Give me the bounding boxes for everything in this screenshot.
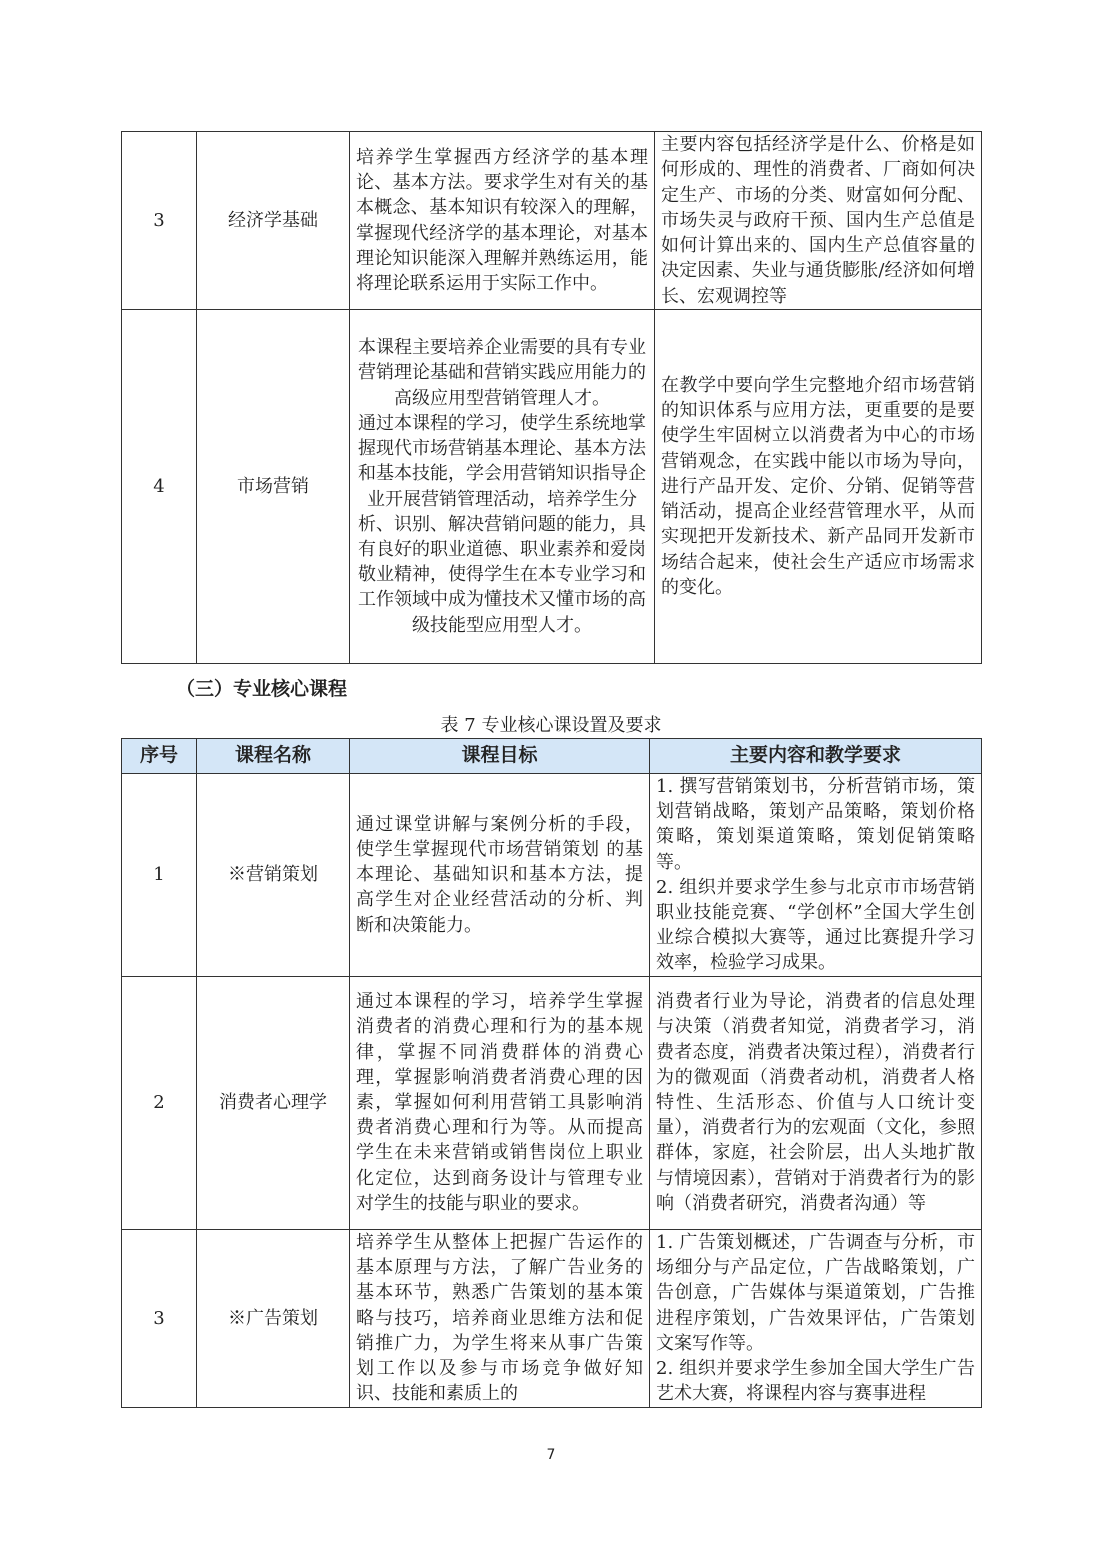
course-goal: 通过课堂讲解与案例分析的手段，使学生掌握现代市场营销策划 的基本理论、基础知识和基本方法，提高学生对企业经营活动的分析、判断和决策能力。 <box>350 774 650 977</box>
course-name: ※广告策划 <box>197 1229 350 1407</box>
course-content: 1. 撰写营销策划书，分析营销市场，策划营销战略，策划产品策略，策划价格策略，策划渠道策略，策划促销策略等。 2. 组织并要求学生参与北京市市场营销职业技能竞赛、“学创杯”全国大学生创业综合模拟大赛等，通过比赛提升学习效率，检验学习成果。 <box>650 774 982 977</box>
previous-course-table <box>121 131 982 664</box>
course-content: 1. 广告策划概述，广告调查与分析，市场细分与产品定位，广告战略策划，广告创意，广告媒体与渠道策划，广告推进程序策划，广告效果评估，广告策划文案写作等。 2. 组织并要求学生参加全国大学生广告艺术大赛，将课程内容与赛事进程 <box>650 1229 982 1407</box>
row-number: 3 <box>122 1229 197 1407</box>
table-header-row <box>122 739 982 774</box>
course-goal: 培养学生掌握西方经济学的基本理论、基本方法。要求学生对有关的基本概念、基本知识有较深入的理解，掌握现代经济学的基本理论，对基本理论知识能深入理解并熟练运用，能将理论联系运用于实际工作中。 <box>350 132 655 310</box>
core-course-table <box>121 738 982 1408</box>
course-name: 消费者心理学 <box>197 976 350 1229</box>
row-number: 1 <box>122 774 197 977</box>
table-caption: 表 7 专业核心课设置及要求 <box>440 715 662 736</box>
row-number: 3 <box>122 132 197 310</box>
section-heading: （三）专业核心课程 <box>176 678 348 700</box>
table-row <box>122 976 982 1229</box>
course-name: 市场营销 <box>197 310 350 664</box>
table-row <box>122 1229 982 1407</box>
header-content: 主要内容和教学要求 <box>650 739 982 774</box>
course-content: 消费者行业为导论，消费者的信息处理与决策（消费者知觉，消费者学习，消费者态度，消费者决策过程），消费者行为的微观面（消费者动机，消费者人格特性、生活形态、价值与人口统计变量），消费者行为的宏观面（文化，参照群体，家庭，社会阶层，出人头地扩散与情境因素），营销对于消费者行为的影响（消费者研究，消费者沟通）等 <box>650 976 982 1229</box>
table-row <box>122 310 982 664</box>
course-name: 经济学基础 <box>197 132 350 310</box>
course-content: 在教学中要向学生完整地介绍市场营销的知识体系与应用方法，更重要的是要使学生牢固树立以消费者为中心的市场营销观念，在实践中能以市场为导向，进行产品开发、定价、分销、促销等营销活动，提高企业经营管理水平，从而实现把开发新技术、新产品同开发新市场结合起来，使社会生产适应市场需求的变化。 <box>655 310 982 664</box>
course-goal: 通过本课程的学习，培养学生掌握消费者的消费心理和行为的基本规律，掌握不同消费群体的消费心理，掌握影响消费者消费心理的因素，掌握如何利用营销工具影响消费者消费心理和行为等。从而提高学生在未来营销或销售岗位上职业化定位，达到商务设计与管理专业对学生的技能与职业的要求。 <box>350 976 650 1229</box>
header-course-goal: 课程目标 <box>350 739 650 774</box>
header-number: 序号 <box>122 739 197 774</box>
row-number: 2 <box>122 976 197 1229</box>
table-row <box>122 132 982 310</box>
table-row <box>122 774 982 977</box>
course-goal: 本课程主要培养企业需要的具有专业营销理论基础和营销实践应用能力的高级应用型营销管理人才。 通过本课程的学习，使学生系统地掌握现代市场营销基本理论、基本方法和基本技能，学会用营销知识指导企业开展营销管理活动，培养学生分析、识别、解决营销问题的能力，具有良好的职业道德、职业素养和爱岗敬业精神，使得学生在本专业学习和工作领域中成为懂技术又懂市场的高级技能型应用型人才。 <box>350 310 655 664</box>
course-content: 主要内容包括经济学是什么、价格是如何形成的、理性的消费者、厂商如何决定生产、市场的分类、财富如何分配、市场失灵与政府干预、国内生产总值是如何计算出来的、国内生产总值容量的决定因素、失业与通货膨胀/经济如何增长、宏观调控等 <box>655 132 982 310</box>
header-course-name: 课程名称 <box>197 739 350 774</box>
course-goal: 培养学生从整体上把握广告运作的基本原理与方法，了解广告业务的基本环节，熟悉广告策划的基本策略与技巧，培养商业思维方法和促销推广力，为学生将来从事广告策划工作以及参与市场竞争做好知识、技能和素质上的 <box>350 1229 650 1407</box>
course-name: ※营销策划 <box>197 774 350 977</box>
page-number: 7 <box>546 1447 556 1463</box>
row-number: 4 <box>122 310 197 664</box>
